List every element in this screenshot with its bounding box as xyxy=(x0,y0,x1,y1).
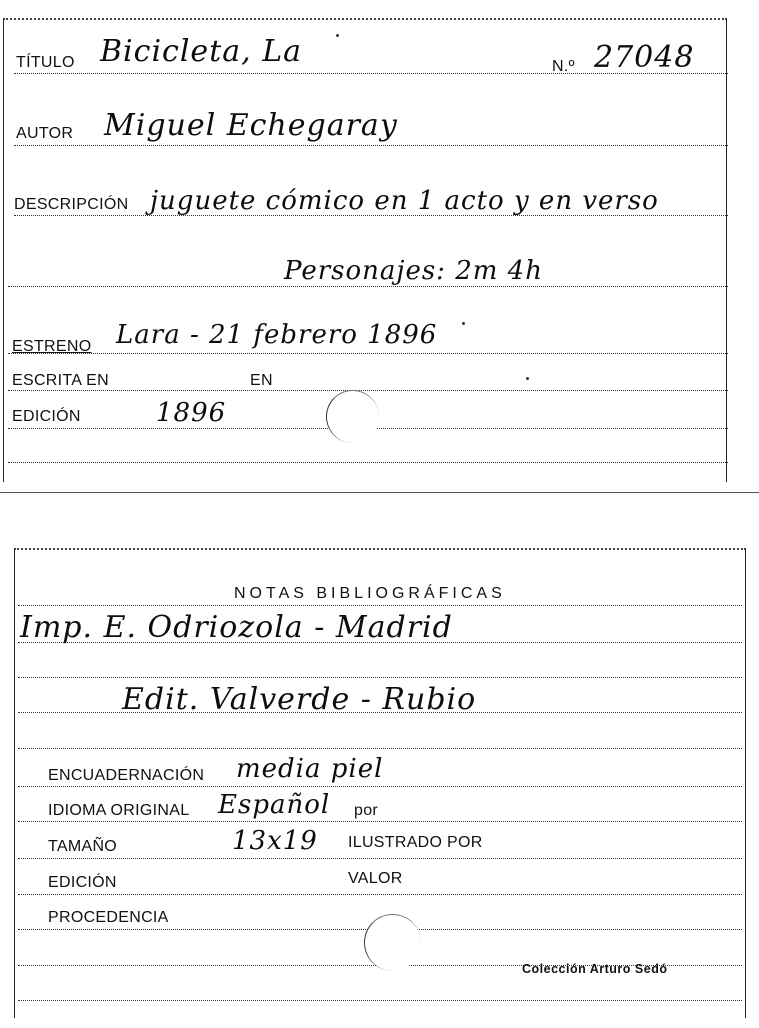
scan-speck xyxy=(462,322,465,325)
numero-label: N.º xyxy=(552,58,575,75)
descripcion-value: juguete cómico en 1 acto y en verso xyxy=(150,186,659,216)
card-rule xyxy=(8,353,728,354)
titulo-label: TÍTULO xyxy=(16,54,75,71)
card-separator xyxy=(0,492,759,493)
card-rule xyxy=(18,858,742,859)
card-rule xyxy=(18,677,742,678)
en-label: EN xyxy=(250,372,273,389)
card-rule xyxy=(14,145,728,146)
note-line-1: Imp. E. Odriozola - Madrid xyxy=(20,610,453,645)
idioma-label: IDIOMA ORIGINAL xyxy=(48,802,190,819)
titulo-value: Bicicleta, La xyxy=(100,34,303,69)
card-rule xyxy=(8,462,728,463)
encuadernacion-label: ENCUADERNACIÓN xyxy=(48,767,205,784)
card-rule xyxy=(18,821,742,822)
card-rule xyxy=(18,605,742,606)
descripcion-label: DESCRIPCIÓN xyxy=(14,196,129,213)
encuadernacion-value: media piel xyxy=(236,754,384,784)
edicion-label-bottom: EDICIÓN xyxy=(48,874,117,891)
scan-speck xyxy=(526,377,529,380)
ilustrado-label: ILUSTRADO POR xyxy=(348,834,483,851)
card-rule xyxy=(18,1000,742,1001)
coleccion-stamp: Colección Arturo Sedó xyxy=(522,962,668,976)
procedencia-label: PROCEDENCIA xyxy=(48,909,169,926)
personajes-value: Personajes: 2m 4h xyxy=(284,256,543,286)
escrita-en-label: ESCRITA EN xyxy=(12,372,109,389)
notas-heading: NOTAS BIBLIOGRÁFICAS xyxy=(234,585,506,602)
card-rule xyxy=(18,894,742,895)
estreno-value: Lara - 21 febrero 1896 xyxy=(116,320,438,350)
scan-speck xyxy=(336,34,339,37)
por-label: por xyxy=(354,802,379,819)
edicion-label-top: EDICIÓN xyxy=(12,408,81,425)
numero-value: 27048 xyxy=(594,40,695,75)
edicion-value-top: 1896 xyxy=(156,398,227,428)
punch-hole xyxy=(364,914,421,971)
card-rule xyxy=(18,786,742,787)
valor-label: VALOR xyxy=(348,870,403,887)
estreno-label: ESTRENO xyxy=(12,338,92,355)
card-rule xyxy=(18,748,742,749)
autor-label: AUTOR xyxy=(16,125,74,142)
autor-value: Miguel Echegaray xyxy=(104,108,398,143)
punch-hole xyxy=(326,390,379,443)
tamano-value: 13x19 xyxy=(232,826,318,856)
tamano-label: TAMAÑO xyxy=(48,838,118,855)
card-rule xyxy=(8,390,728,391)
note-line-2: Edit. Valverde - Rubio xyxy=(122,682,477,717)
idioma-value: Español xyxy=(218,790,331,820)
card-rule xyxy=(8,286,728,287)
